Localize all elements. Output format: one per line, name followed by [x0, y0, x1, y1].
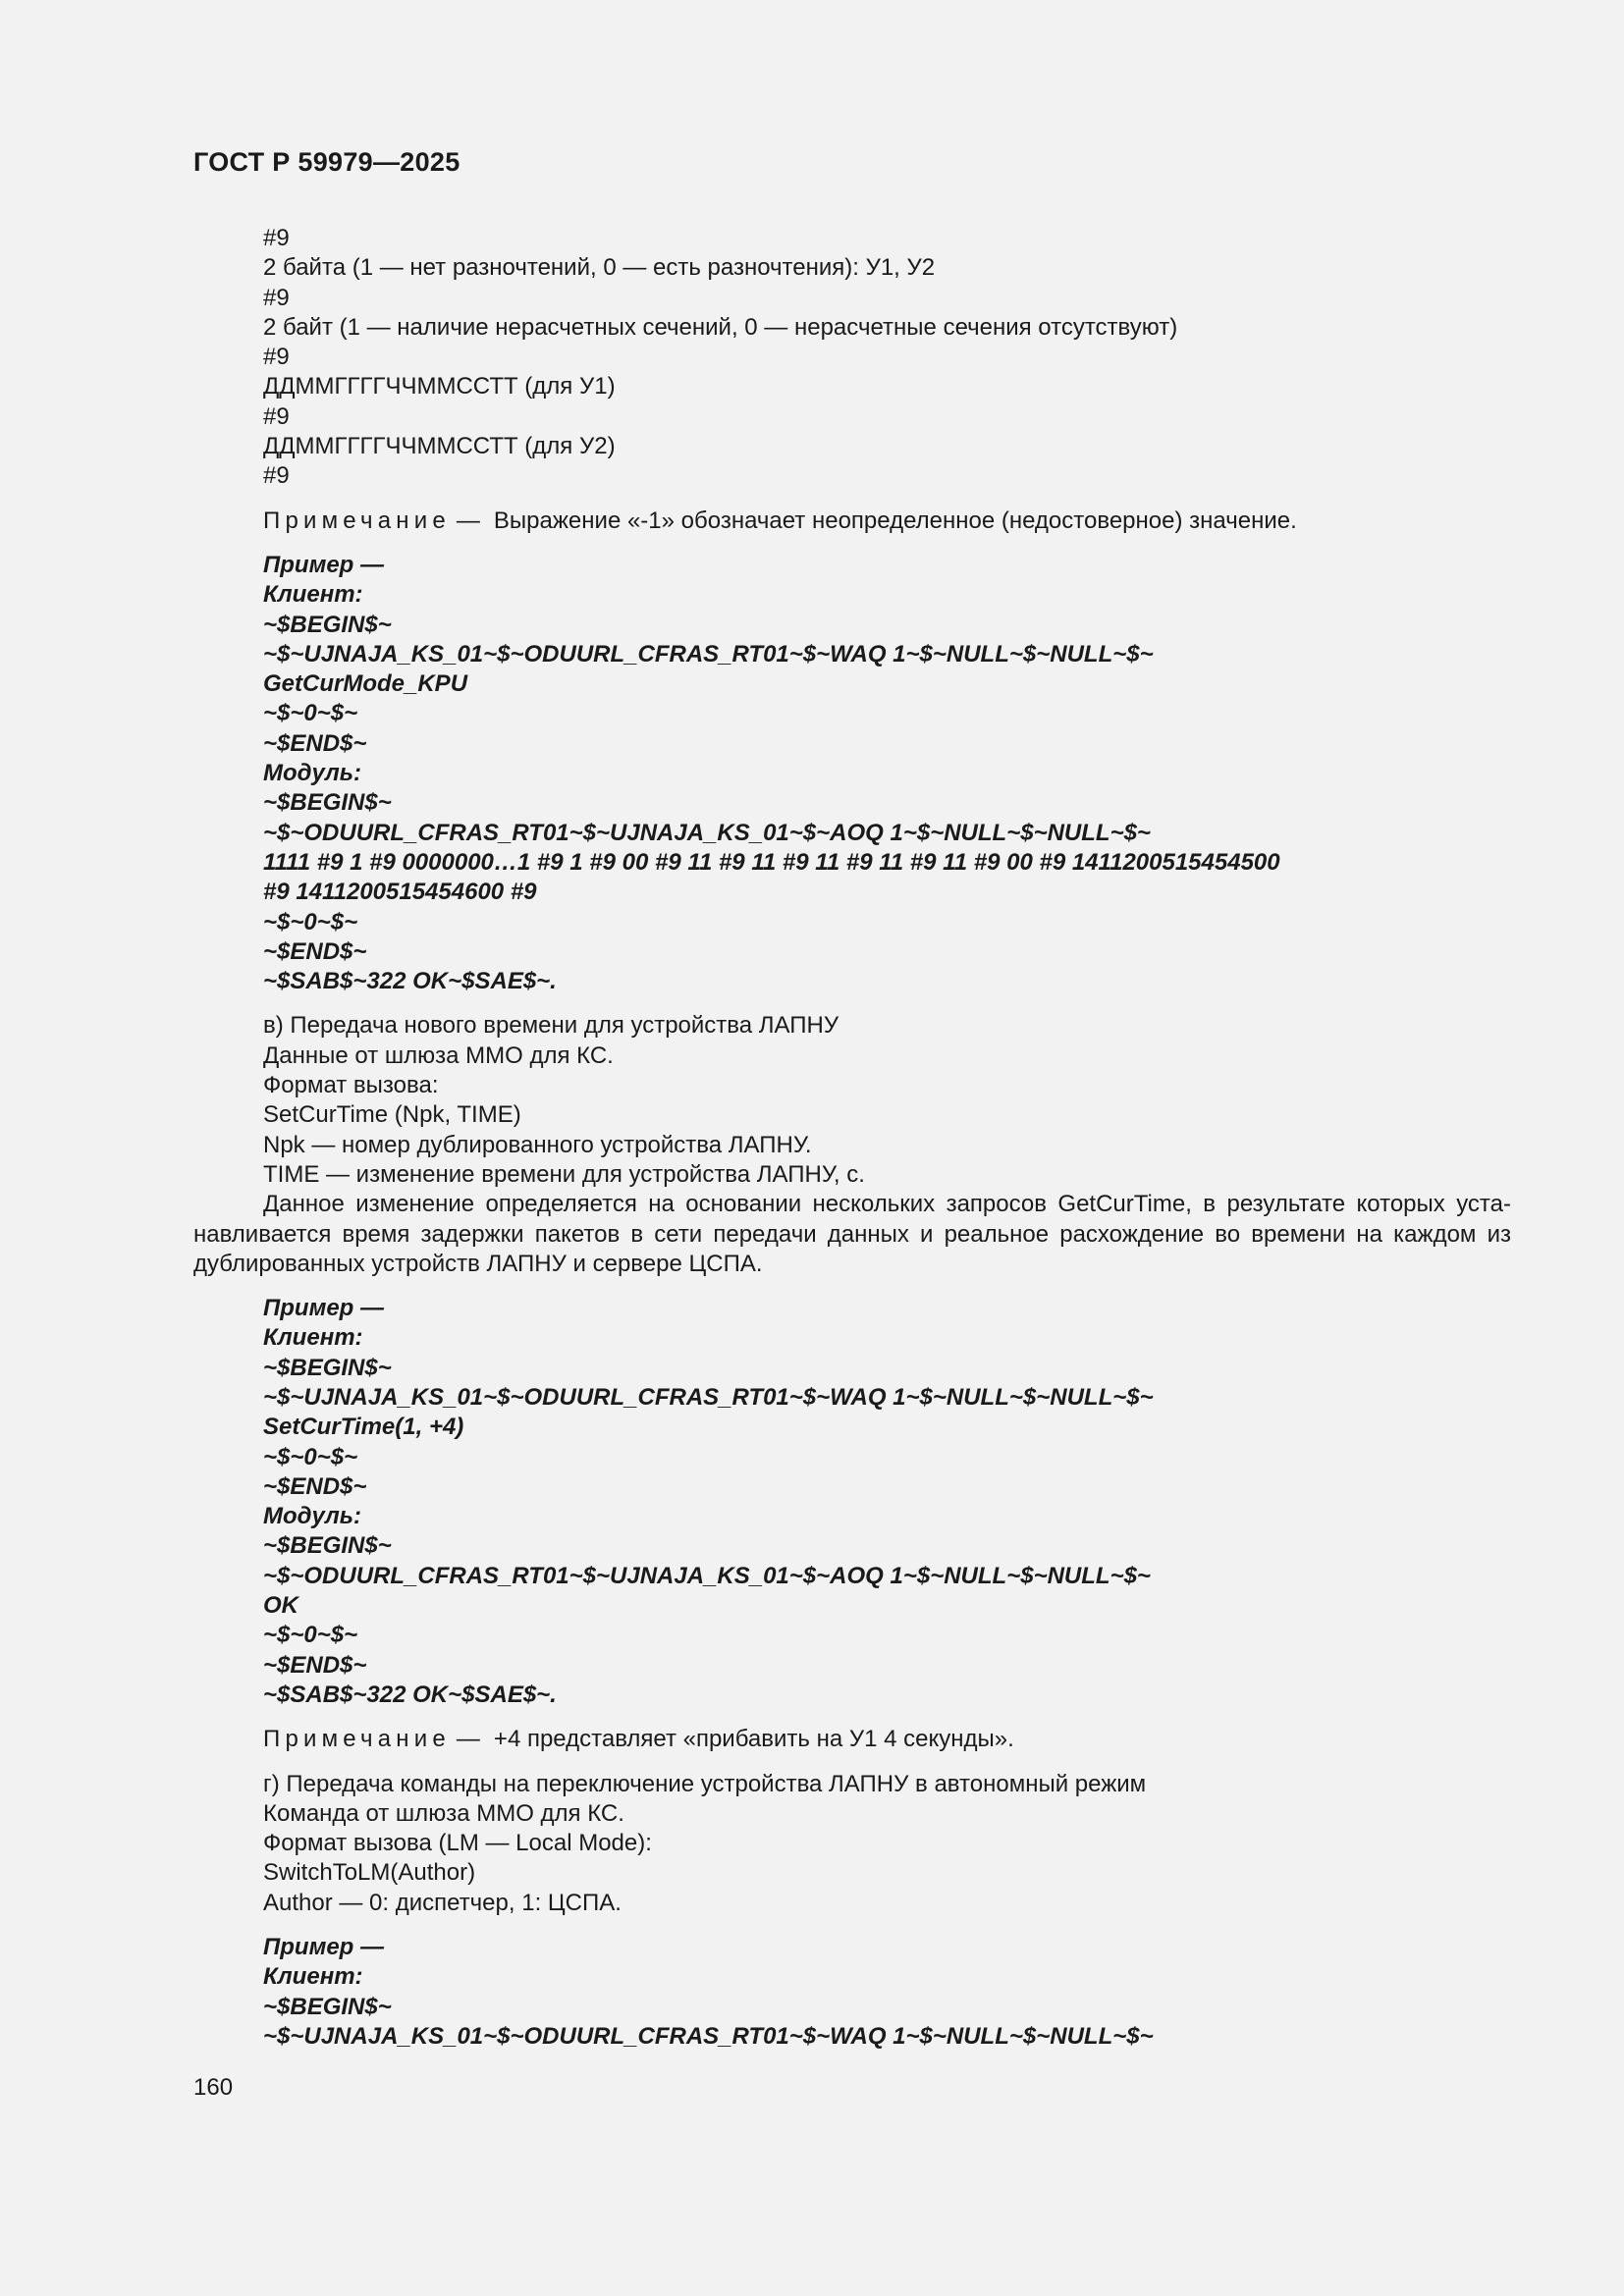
- text-line: 2 байт (1 — наличие нерасчетных сечений, 0 — нерасчетные сечения отсутствуют): [263, 313, 1178, 341]
- code-line: OK: [263, 1592, 298, 1620]
- example-2: [193, 1294, 1511, 1710]
- note-label: Примечание: [263, 1726, 451, 1753]
- text-line: #9: [263, 462, 290, 490]
- code-line: GetCurMode_KPU: [263, 670, 468, 698]
- text-line: 2 байта (1 — нет разночтений, 0 — есть разночтения): У1, У2: [263, 254, 936, 282]
- example-heading: Пример —: [263, 1934, 385, 1961]
- code-line: ~$~UJNAJA_KS_01~$~ODUURL_CFRAS_RT01~$~WAQ 1~$~NULL~$~NULL~$~: [263, 1383, 1154, 1411]
- text-line: #9: [263, 225, 290, 251]
- code-line: ~$BEGIN$~: [263, 1354, 392, 1381]
- code-line: Клиент:: [263, 581, 363, 609]
- text-line: Author — 0: диспетчер, 1: ЦСПА.: [263, 1889, 622, 1916]
- text-line: #9: [263, 344, 290, 371]
- text-line: TIME — изменение времени для устройства ЛАПНУ, с.: [263, 1160, 865, 1188]
- note-text: Выражение «-1» обозначает неопределенное (недостоверное) значение.: [493, 507, 1297, 534]
- code-line: ~$~UJNAJA_KS_01~$~ODUURL_CFRAS_RT01~$~WAQ 1~$~NULL~$~NULL~$~: [263, 2022, 1154, 2050]
- text-line: Формат вызова (LM — Local Mode):: [263, 1830, 652, 1857]
- code-line: ~$END$~: [263, 937, 367, 965]
- note-dash: —: [456, 507, 480, 534]
- note-dash: —: [456, 1726, 480, 1753]
- page-content: [193, 224, 1511, 2052]
- note-2: [193, 1725, 1511, 1754]
- code-line: Модуль:: [263, 1503, 362, 1530]
- text-line: Команда от шлюза ММО для КС.: [263, 1799, 624, 1827]
- code-line: ~$BEGIN$~: [263, 1993, 392, 2020]
- code-line: Клиент:: [263, 1324, 363, 1352]
- note-1: [193, 507, 1511, 536]
- example-heading: Пример —: [263, 551, 385, 578]
- code-line: ~$BEGIN$~: [263, 611, 392, 638]
- code-line: ~$SAB$~322 OK~$SAE$~.: [263, 968, 557, 995]
- note-label: Примечание: [263, 507, 451, 534]
- code-line: ~$~ODUURL_CFRAS_RT01~$~UJNAJA_KS_01~$~AOQ 1~$~NULL~$~NULL~$~: [263, 819, 1151, 846]
- section-heading: в) Передача нового времени для устройства ЛАПНУ: [263, 1012, 839, 1040]
- code-line: ~$~ODUURL_CFRAS_RT01~$~UJNAJA_KS_01~$~AOQ 1~$~NULL~$~NULL~$~: [263, 1562, 1151, 1589]
- text-line: ДДММГГГГЧЧММССТТ (для У1): [263, 373, 616, 400]
- code-line: ~$~0~$~: [263, 1443, 358, 1470]
- text-line: Формат вызова:: [263, 1072, 439, 1099]
- code-line: ~$END$~: [263, 729, 367, 757]
- code-line: #9 1411200515454600 #9: [263, 879, 537, 906]
- code-line: ~$~0~$~: [263, 908, 358, 935]
- code-line: ~$SAB$~322 OK~$SAE$~.: [263, 1681, 557, 1708]
- section-v: [193, 1011, 1511, 1279]
- section-g: [193, 1770, 1511, 1918]
- code-line: ~$END$~: [263, 1472, 367, 1500]
- code-line: ~$END$~: [263, 1651, 367, 1679]
- field-list: [193, 224, 1511, 492]
- section-heading: г) Передача команды на переключение устройства ЛАПНУ в автономный режим: [263, 1770, 1147, 1797]
- text-line: ДДММГГГГЧЧММССТТ (для У2): [263, 433, 616, 460]
- example-3: [193, 1933, 1511, 2052]
- text-line: SetCurTime (Npk, TIME): [263, 1101, 521, 1129]
- code-line: ~$~0~$~: [263, 700, 358, 727]
- text-line: #9: [263, 402, 290, 430]
- text-line: #9: [263, 284, 290, 311]
- code-line: SetCurTime(1, +4): [263, 1414, 464, 1441]
- note-text: +4 представляет «прибавить на У1 4 секунды».: [493, 1726, 1014, 1753]
- body-paragraph: Данное изменение определяется на основании нескольких запросов GetCurTime, в результате которых устанавливается время задержки пакетов в сети передачи данных и реальное расхождение во времени на каждом из дублированных устройств ЛАПНУ и сервере ЦСПА.: [193, 1191, 1511, 1277]
- text-line: Npk — номер дублированного устройства ЛАПНУ.: [263, 1131, 812, 1158]
- code-line: ~$~UJNAJA_KS_01~$~ODUURL_CFRAS_RT01~$~WAQ 1~$~NULL~$~NULL~$~: [263, 640, 1154, 667]
- text-line: Данные от шлюза ММО для КС.: [263, 1041, 614, 1069]
- document-header: ГОСТ Р 59979—2025: [193, 147, 460, 177]
- page-number: 160: [193, 2074, 234, 2101]
- code-line: Клиент:: [263, 1963, 363, 1991]
- code-line: Модуль:: [263, 760, 362, 787]
- code-line: ~$BEGIN$~: [263, 789, 392, 817]
- example-heading: Пример —: [263, 1295, 385, 1322]
- code-line: ~$~0~$~: [263, 1622, 358, 1649]
- example-1: [193, 551, 1511, 996]
- text-line: SwitchToLM(Author): [263, 1859, 476, 1887]
- code-line: 1111 #9 1 #9 0000000…1 #9 1 #9 00 #9 11 #9 11 #9 11 #9 11 #9 11 #9 00 #9 1411200515454500: [263, 848, 1280, 876]
- code-line: ~$BEGIN$~: [263, 1532, 392, 1560]
